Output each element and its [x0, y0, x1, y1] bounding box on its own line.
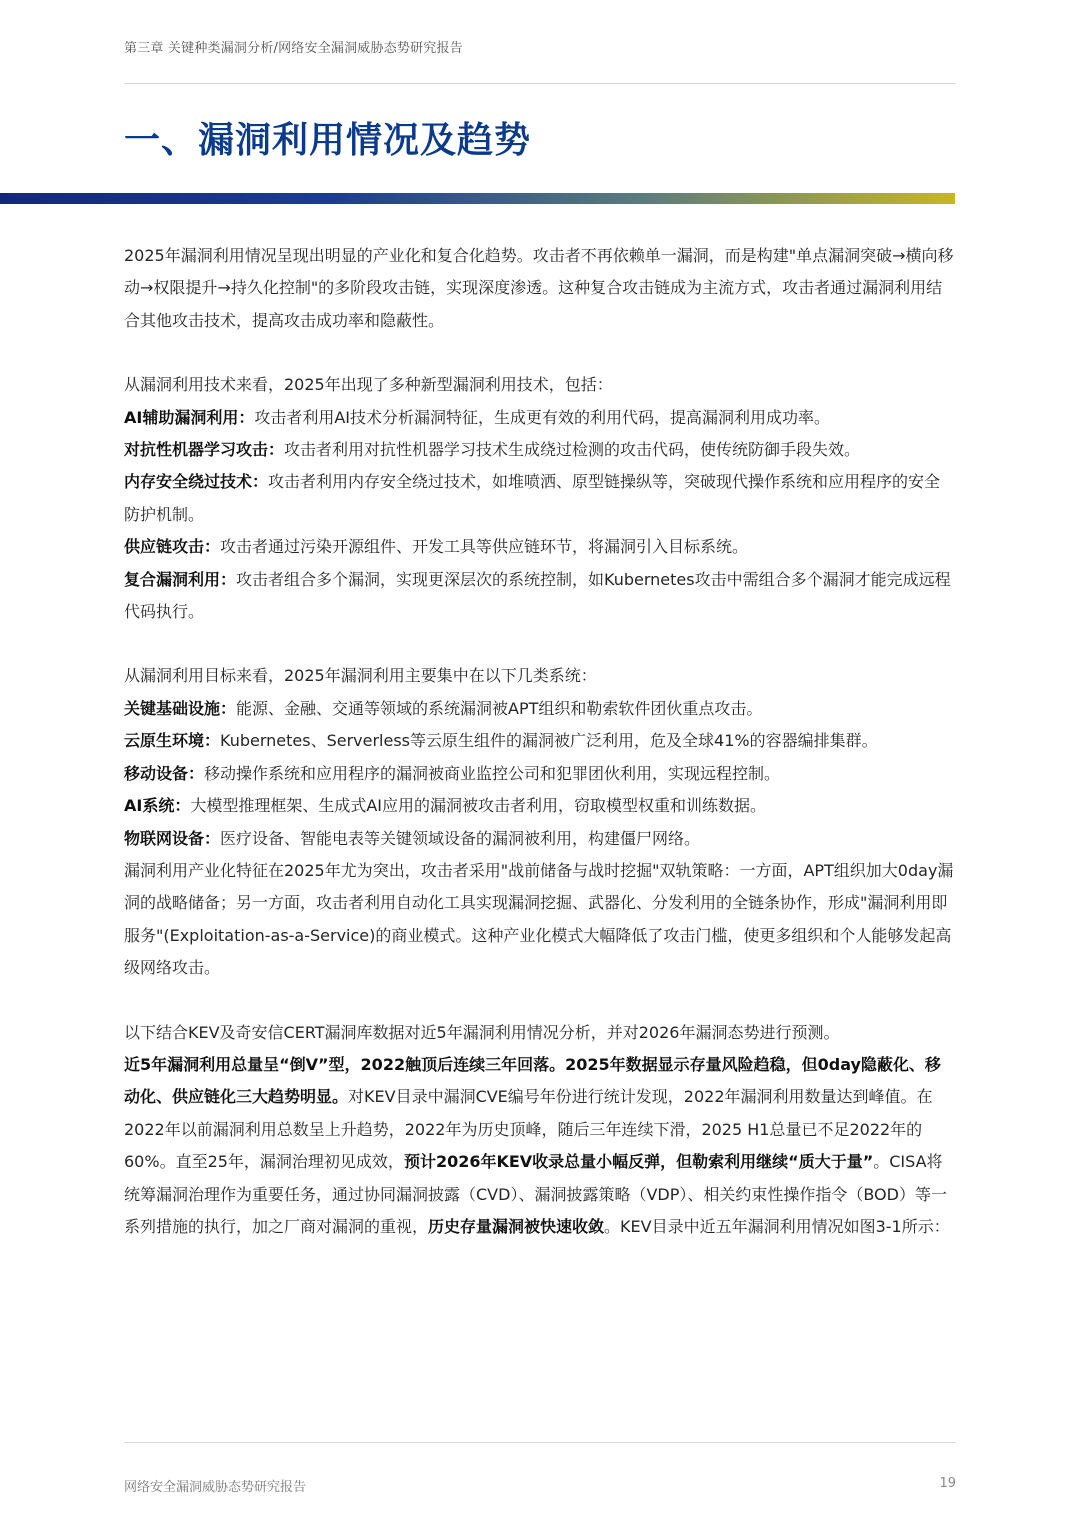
analysis-highlight-2: 预计2026年KEV收录总量小幅反弹，但勒索利用继续“质大于量”	[403, 1152, 874, 1172]
tech-desc: 攻击者通过污染开源组件、开发工具等供应链环节，将漏洞引入目标系统。	[220, 537, 749, 557]
tech-item	[124, 564, 956, 629]
target-term: 云原生环境：	[124, 731, 221, 751]
tech-term: AI辅助漏洞利用：	[124, 407, 255, 427]
tech-item	[124, 434, 956, 466]
target-item	[124, 758, 956, 790]
target-desc: 大模型推理框架、生成式AI应用的漏洞被攻击者利用，窃取模型权重和训练数据。	[190, 796, 767, 816]
targets-lead: 从漏洞利用目标来看，2025年漏洞利用主要集中在以下几类系统：	[124, 666, 597, 686]
analysis-lead: 以下结合KEV及奇安信CERT漏洞库数据对近5年漏洞利用情况分析，并对2026年漏洞态势进行预测。	[124, 1022, 840, 1042]
tech-desc: 攻击者利用内存安全绕过技术，如堆喷洒、原型链操纵等，突破现代操作系统和应用程序的安全防护机制。	[124, 472, 941, 524]
body-content	[124, 240, 956, 1243]
tech-term: 复合漏洞利用：	[124, 569, 237, 589]
target-desc: Kubernetes、Serverless等云原生组件的漏洞被广泛利用，危及全球41%的容器编排集群。	[220, 731, 878, 751]
tech-desc: 攻击者组合多个漏洞，实现更深层次的系统控制，如Kubernetes攻击中需组合多个漏洞才能完成远程代码执行。	[124, 569, 951, 622]
intro-paragraph: 2025年漏洞利用情况呈现出明显的产业化和复合化趋势。攻击者不再依赖单一漏洞，而是构建"单点漏洞突破→横向移动→权限提升→持久化控制"的多阶段攻击链，实现深度渗透。这种复合攻击链成为主流方式，攻击者通过漏洞利用结合其他攻击技术，提高攻击成功率和隐蔽性。	[124, 246, 954, 330]
section-title: 一、漏洞利用情况及趋势	[124, 120, 532, 161]
industrialization-paragraph: 漏洞利用产业化特征在2025年尤为突出，攻击者采用"战前储备与战时挖掘"双轨策略：一方面，APT组织加大0day漏洞的战略储备；另一方面，攻击者利用自动化工具实现漏洞挖掘、武器化、分发利用的全链条协作，形成"漏洞利用即服务"(Exploitation-as-a-Service)的商业模式。这种产业化模式大幅降低了攻击门槛，使更多组织和个人能够发起高级网络攻击。	[124, 860, 954, 978]
target-term: AI系统：	[124, 796, 191, 816]
analysis-text-2: 。CISA将统筹漏洞治理作为重要任务，通过协同漏洞披露（CVD）、漏洞披露策略（VDP）、相关约束性操作指令（BOD）等一系列措施的执行，加之厂商对漏洞的重视，	[124, 1152, 947, 1236]
running-header: 第三章 关键种类漏洞分析/网络安全漏洞威胁态势研究报告	[124, 41, 463, 56]
tech-lead: 从漏洞利用技术来看，2025年出现了多种新型漏洞利用技术，包括：	[124, 375, 613, 395]
tech-desc: 攻击者利用对抗性机器学习技术生成绕过检测的攻击代码，使传统防御手段失效。	[284, 440, 861, 460]
analysis-text-3: 。KEV目录中近五年漏洞利用情况如图3-1所示：	[604, 1216, 950, 1236]
tech-term: 供应链攻击：	[124, 537, 221, 557]
target-desc: 医疗设备、智能电表等关键领域设备的漏洞被利用，构建僵尸网络。	[220, 828, 701, 848]
tech-term: 内存安全绕过技术：	[124, 472, 269, 492]
page-number: 19	[939, 1476, 956, 1491]
tech-desc: 攻击者利用AI技术分析漏洞特征，生成更有效的利用代码，提高漏洞利用成功率。	[254, 407, 831, 427]
header-divider	[124, 83, 956, 84]
target-desc: 移动操作系统和应用程序的漏洞被商业监控公司和犯罪团伙利用，实现远程控制。	[204, 763, 781, 783]
running-footer: 网络安全漏洞威胁态势研究报告	[124, 1480, 307, 1495]
target-item	[124, 823, 956, 855]
target-item	[124, 693, 956, 725]
analysis-highlight-1: 近5年漏洞利用总量呈“倒V”型，2022触顶后连续三年回落。2025年数据显示存量风险趋稳，但0day隐蔽化、移动化、供应链化三大趋势明显。	[124, 1054, 941, 1107]
title-gradient-bar	[0, 193, 955, 204]
analysis-paragraph	[124, 1049, 956, 1243]
target-desc: 能源、金融、交通等领域的系统漏洞被APT组织和勒索软件团伙重点攻击。	[236, 698, 763, 718]
target-term: 移动设备：	[124, 763, 205, 783]
tech-term: 对抗性机器学习攻击：	[124, 440, 285, 460]
target-term: 关键基础设施：	[124, 698, 237, 718]
analysis-highlight-3: 历史存量漏洞被快速收敛	[428, 1216, 605, 1236]
target-item	[124, 790, 956, 822]
tech-item	[124, 531, 956, 563]
tech-item	[124, 466, 956, 531]
tech-item	[124, 402, 956, 434]
analysis-text-1: 对KEV目录中漏洞CVE编号年份进行统计发现，2022年漏洞利用数量达到峰值。在2022年以前漏洞利用总数呈上升趋势，2022年为历史顶峰，随后三年连续下滑，2025 H1总量已不足2022年的60%。直至25年，漏洞治理初见成效，	[124, 1087, 933, 1172]
footer-divider	[124, 1442, 956, 1443]
target-term: 物联网设备：	[124, 828, 221, 848]
target-item	[124, 725, 956, 757]
